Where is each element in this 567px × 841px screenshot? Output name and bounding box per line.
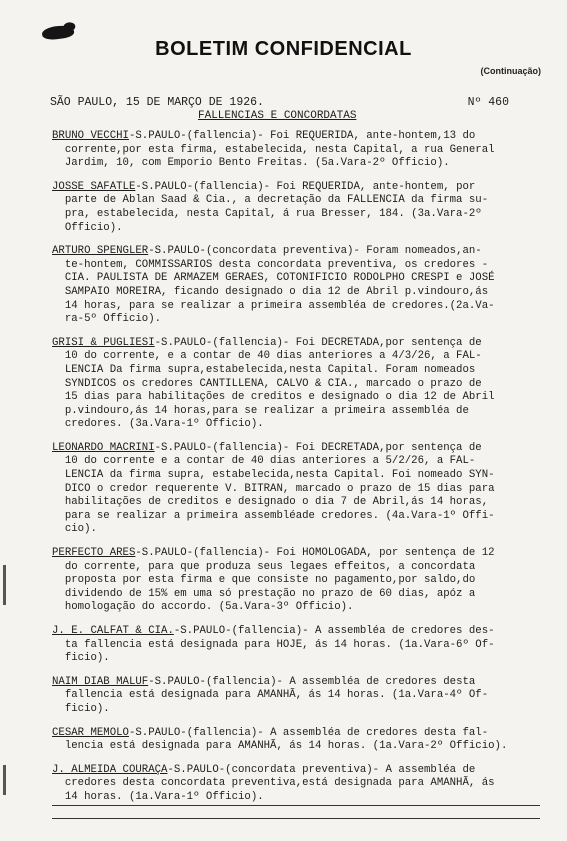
firm-name: NAIM DIAB MALUF — [52, 675, 149, 688]
entry-grisi-pugliesi — [52, 337, 552, 432]
firm-name: JOSSE SAFATLE — [52, 180, 136, 193]
entry-line: ficio). — [52, 702, 110, 715]
entry-leonardo-macrini — [52, 442, 552, 537]
entry-perfecto-ares — [52, 547, 552, 615]
entry-line: ta fallencia está designada para HOJE, ás 14 horas. (1a.Vara-6º Of- — [52, 638, 495, 651]
entry-line: -S.PAULO-(fallencia)- Foi REQUERIDA, ante-hontem,13 do — [128, 130, 476, 142]
entry-line: credores desta concordata preventiva,está designada para AMANHÃ, ás — [52, 777, 495, 790]
entry-cesar-memolo — [52, 727, 552, 754]
entry-naim-diab-maluf — [52, 676, 552, 717]
margin-mark — [3, 765, 6, 795]
dateline: SÃO PAULO, 15 DE MARÇO DE 1926. — [50, 96, 264, 109]
entry-line: -S.PAULO-(fallencia)- A assembléa de credores des- — [173, 625, 495, 637]
entry-line: -S.PAULO-(fallencia)- Foi REQUERIDA, ante-hontem, por — [135, 180, 476, 193]
entries-list — [52, 130, 552, 815]
entry-line: Officio). — [52, 221, 123, 234]
entry-line: -S.PAULO-(fallencia)- A assembléa de credores desta fal- — [128, 726, 489, 739]
entry-line: SAMPAIO MOREIRA, ficando designado o dia 12 de Abril p.vindouro,ás — [52, 285, 489, 298]
entry-line: habilitações de creditos e designado o dia 7 de Abril,ás 14 horas, — [52, 496, 489, 509]
entry-line: -S.PAULO-(concordata preventiva)- A assembléa de — [167, 763, 476, 776]
entry-arturo-spengler — [52, 245, 552, 327]
entry-line: Jardim, 10, com Emporio Bento Freitas. (5a.Vara-2º Officio). — [52, 157, 450, 170]
firm-name: GRISI & PUGLIESI — [52, 336, 155, 349]
entry-almeida-couraca — [52, 764, 552, 805]
entry-line: LENCIA Da firma supra,estabelecida,nesta Capital. Foram nomeados — [52, 363, 476, 376]
firm-name: CESAR MEMOLO — [52, 726, 129, 739]
entry-line: SYNDICOS os credores CANTILLENA, CALVO & CIA., marcado o prazo de — [52, 377, 482, 390]
entry-line: -S.PAULO-(concordata preventiva)- Foram nomeados,an- — [148, 245, 482, 258]
page-title: BOLETIM CONFIDENCIAL — [155, 38, 412, 60]
entry-line: -S.PAULO-(fallencia)- Foi HOMOLOGADA, por sentença de 12 — [135, 547, 495, 560]
entry-line: -S.PAULO-(fallencia)- Foi DECRETADA,por sentença de — [154, 336, 482, 349]
entry-line: -S.PAULO-(fallencia)- Foi DECRETADA,por sentença de — [154, 441, 482, 454]
entry-line: pra, estabelecida, nesta Capital, á rua Bresser, 184. (3a.Vara-2º — [52, 207, 482, 220]
continuation-note: (Continuação) — [480, 66, 541, 76]
entry-line: proposta por esta firma e que consiste no pagamento,por saldo,do — [52, 574, 476, 587]
entry-line: te-hontem, COMMISSARIOS desta concordata preventiva, os credores - — [52, 258, 489, 271]
bottom-rule-2 — [52, 818, 540, 819]
margin-mark — [3, 565, 6, 605]
firm-name: PERFECTO ARES — [52, 547, 136, 560]
firm-name: ARTURO SPENGLER — [52, 245, 149, 258]
entry-line: LENCIA da firma supra, estabelecida,nesta Capital. Foi nomeado SYN- — [52, 469, 495, 482]
firm-name: LEONARDO MACRINI — [52, 441, 155, 454]
entry-calfat — [52, 625, 552, 666]
entry-line: lencia está designada para AMANHÃ, ás 14 horas. (1a.Vara-2º Officio). — [52, 740, 508, 753]
firm-name: BRUNO VECCHI — [52, 130, 129, 142]
entry-line: 14 horas. (1a.Vara-1º Officio). — [52, 790, 264, 803]
entry-line: -S.PAULO-(fallencia)- A assembléa de credores desta — [148, 675, 476, 688]
entry-line: cio). — [52, 523, 97, 536]
entry-line: DICO o credor requerente V. BITRAN, marcado o prazo de 15 dias para — [52, 482, 495, 495]
bulletin-number: Nº 460 — [467, 96, 509, 109]
entry-line: 10 do corrente e a contar de 40 dias anteriores a 5/2/26, a FAL- — [52, 455, 476, 468]
entry-josse-safatle — [52, 181, 552, 235]
entry-line: dividendo de 15% em uma só prestação no prazo de 60 dias, apóz a — [52, 587, 476, 600]
entry-line: para se realizar a primeira assembléade credores. (4a.Vara-1º Offi- — [52, 509, 495, 522]
entry-line: 15 dias para habilitações de creditos e designado o dia 12 de Abril — [52, 391, 495, 404]
entry-line: 14 horas, para se realizar a primeira assembléa de credores.(2a.Va- — [52, 299, 495, 312]
entry-line: corrente,por esta firma, estabelecida, nesta Capital, a rua General — [52, 143, 495, 156]
entry-line: 10 do corrente, e a contar de 40 dias anteriores a 4/3/26, a FAL- — [52, 350, 482, 363]
firm-name: J. ALMEIDA COURAÇA — [52, 763, 168, 776]
entry-line: fallencia está designada para AMANHÃ, ás 14 horas. (1a.Vara-4º Of- — [52, 689, 489, 702]
entry-line: homologação do accordo. (5a.Vara-3º Officio). — [52, 601, 354, 614]
entry-line: ficio). — [52, 652, 110, 665]
section-heading: FALLENCIAS E CONCORDATAS — [198, 110, 357, 122]
entry-line: CIA. PAULISTA DE ARMAZEM GERAES, COTONIFICIO RODOLPHO CRESPI e JOSÉ — [52, 272, 495, 285]
firm-name: J. E. CALFAT & CIA. — [52, 625, 174, 637]
entry-bruno-vecchi — [52, 130, 552, 171]
entry-line: p.vindouro,ás 14 horas,para se realizar a primeira assembléa de — [52, 404, 469, 417]
entry-line: parte de Ablan Saad & Cia., a decretação da FALLENCIA da firma su- — [52, 194, 489, 207]
bottom-rule-1 — [52, 805, 540, 806]
entry-line: ra-5º Officio). — [52, 313, 162, 326]
entry-line: do corrente, para que produza seus legaes effeitos, a concordata — [52, 560, 476, 573]
entry-line: credores. (3a.Vara-1º Officio). — [52, 418, 264, 431]
